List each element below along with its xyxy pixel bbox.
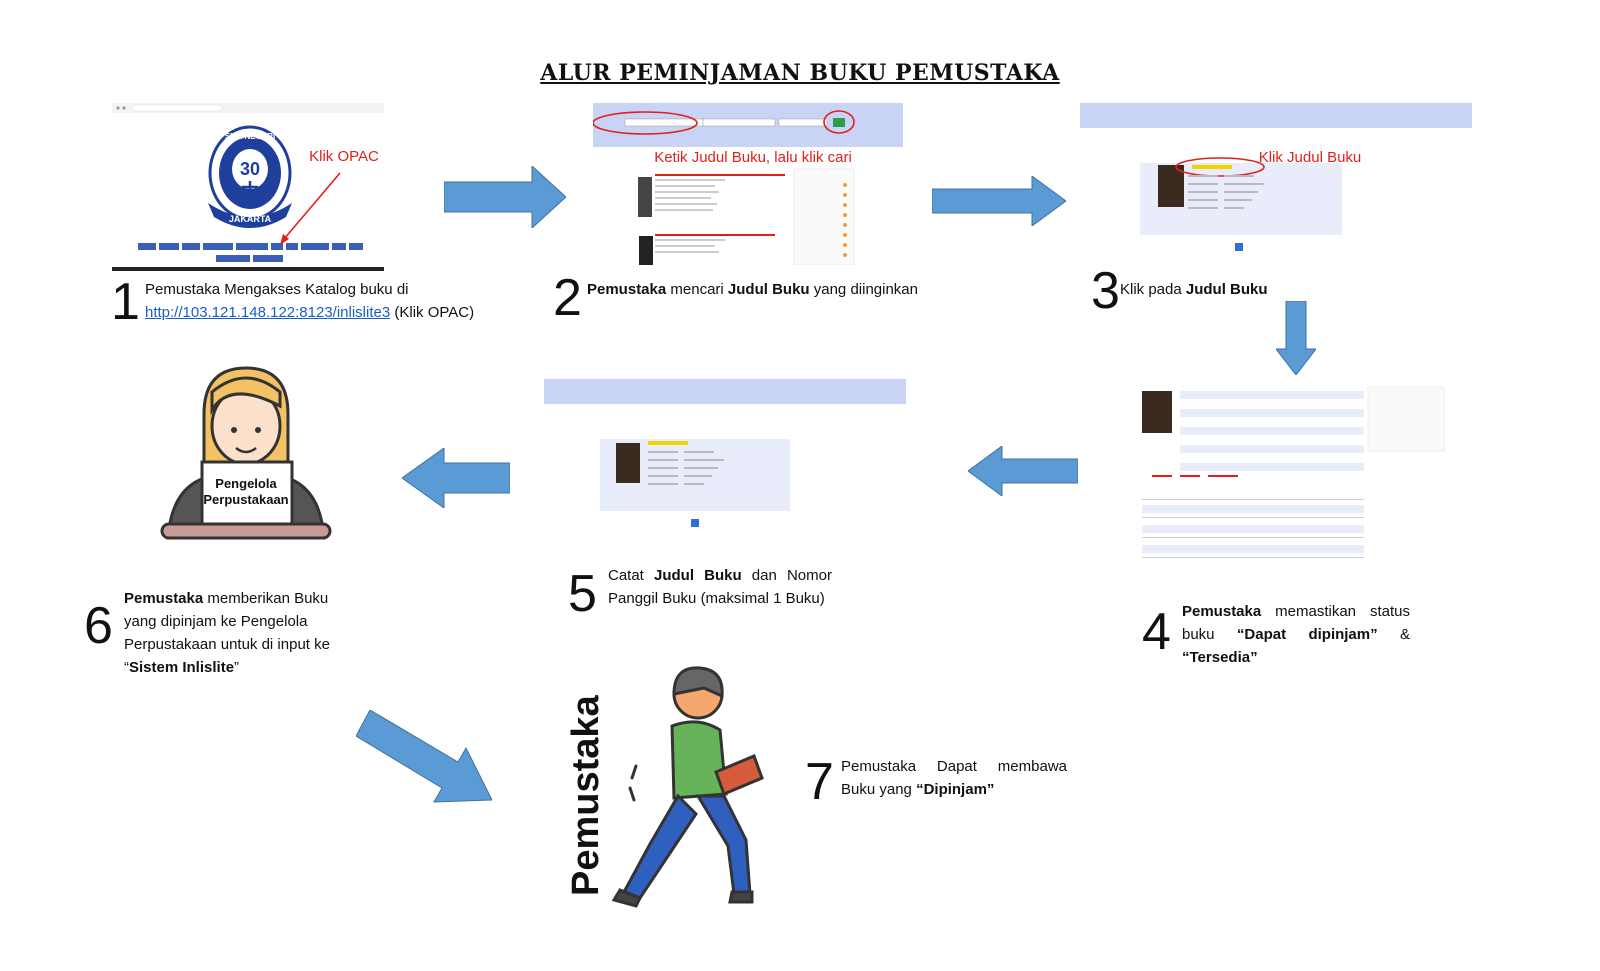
step-4-number: 4	[1142, 603, 1171, 661]
step-4-bold-3: “Tersedia”	[1182, 649, 1258, 666]
step-3-text	[1120, 278, 1420, 301]
screenshot-opac-home	[112, 103, 384, 271]
svg-text:30: 30	[239, 159, 261, 179]
ketik-judul-label: Ketik Judul Buku, lalu klik cari	[654, 149, 852, 166]
step-1-number: 1	[111, 273, 140, 331]
step-7-text	[841, 755, 1067, 801]
walking-student-icon	[528, 660, 788, 916]
record-illustration	[544, 379, 906, 555]
svg-text:SMA NEGERI: SMA NEGERI	[224, 132, 276, 141]
step-6-bold-2: Sistem Inlislite	[129, 659, 235, 676]
pemustaka-illustration	[528, 660, 788, 916]
step-3-number: 3	[1091, 262, 1120, 320]
step-1-text	[145, 278, 515, 324]
step-2-bold-2: Judul Buku	[727, 281, 810, 298]
arrow-1-to-2	[444, 166, 566, 228]
step-5-text-2: dan Nomor Panggil Buku (maksimal 1 Buku)	[608, 567, 832, 607]
step-7-text-1: Pemustaka Dapat membawa Buku yang	[841, 758, 1067, 798]
svg-text:JAKARTA: JAKARTA	[228, 214, 272, 224]
step-3-text-1: Klik pada	[1120, 281, 1186, 298]
step-4-text-2: &	[1377, 626, 1410, 643]
step-5-number: 5	[568, 565, 597, 623]
librarian-icon	[80, 352, 412, 572]
step-6-text-1: memberikan Buku yang dipinjam ke Pengelola Perpustakaan untuk di input ke “	[124, 590, 330, 676]
step-6-text-2: ”	[234, 659, 240, 676]
step-5-text	[608, 564, 832, 610]
school-logo-icon	[208, 127, 292, 228]
screenshot-book-detail	[1140, 383, 1460, 569]
step-7-number: 7	[805, 753, 834, 811]
search-illustration	[593, 103, 903, 265]
step-5-text-1: Catat	[608, 567, 654, 584]
step-6-bold-1: Pemustaka	[124, 590, 204, 607]
results-illustration	[1080, 103, 1472, 279]
step-4-bold-2: “Dapat dipinjam”	[1236, 626, 1378, 643]
book-detail-illustration	[1140, 383, 1460, 569]
step-4-text	[1182, 600, 1410, 669]
arrow-2-to-3	[932, 176, 1066, 226]
arrow-6-to-7	[356, 710, 492, 804]
step-7-bold-1: “Dipinjam”	[916, 781, 995, 798]
opac-link[interactable]: http://103.121.148.122:8123/inlislite3	[145, 304, 391, 321]
pemustaka-vertical-label: Pemustaka	[565, 695, 607, 896]
arrow-5-to-6	[402, 448, 510, 508]
step-2-number: 2	[553, 269, 582, 327]
screenshot-search	[593, 103, 903, 265]
step-3-bold-1: Judul Buku	[1185, 281, 1268, 298]
step-6-text	[124, 587, 352, 679]
klik-opac-label: Klik OPAC	[309, 148, 379, 165]
step-2-text-2: yang diinginkan	[809, 281, 918, 298]
klik-judul-label: Klik Judul Buku	[1258, 149, 1362, 166]
pengelola-label-2: Perpustakaan	[203, 492, 289, 507]
step-2-text-1: mencari	[666, 281, 728, 298]
arrow-4-to-5	[968, 446, 1078, 496]
page-title: ALUR PEMINJAMAN BUKU PEMUSTAKA	[540, 60, 1060, 86]
step-4-bold-1: Pemustaka	[1182, 603, 1262, 620]
step-6-number: 6	[84, 597, 113, 655]
pengelola-label-1: Pengelola	[215, 476, 277, 491]
step-2-bold-1: Pemustaka	[587, 281, 667, 298]
arrow-3-to-4	[1276, 301, 1316, 375]
step-1-post: (Klik OPAC)	[394, 304, 475, 321]
opac-home-illustration	[112, 103, 384, 271]
step-5-bold-1: Judul Buku	[654, 567, 742, 584]
librarian-illustration	[80, 352, 412, 572]
step-1-pre: Pemustaka Mengakses Katalog buku di	[145, 281, 409, 298]
screenshot-record	[544, 379, 906, 555]
screenshot-results	[1080, 103, 1472, 279]
step-2-text	[587, 278, 947, 301]
step-4-text-1: memastikan status buku	[1182, 603, 1410, 643]
